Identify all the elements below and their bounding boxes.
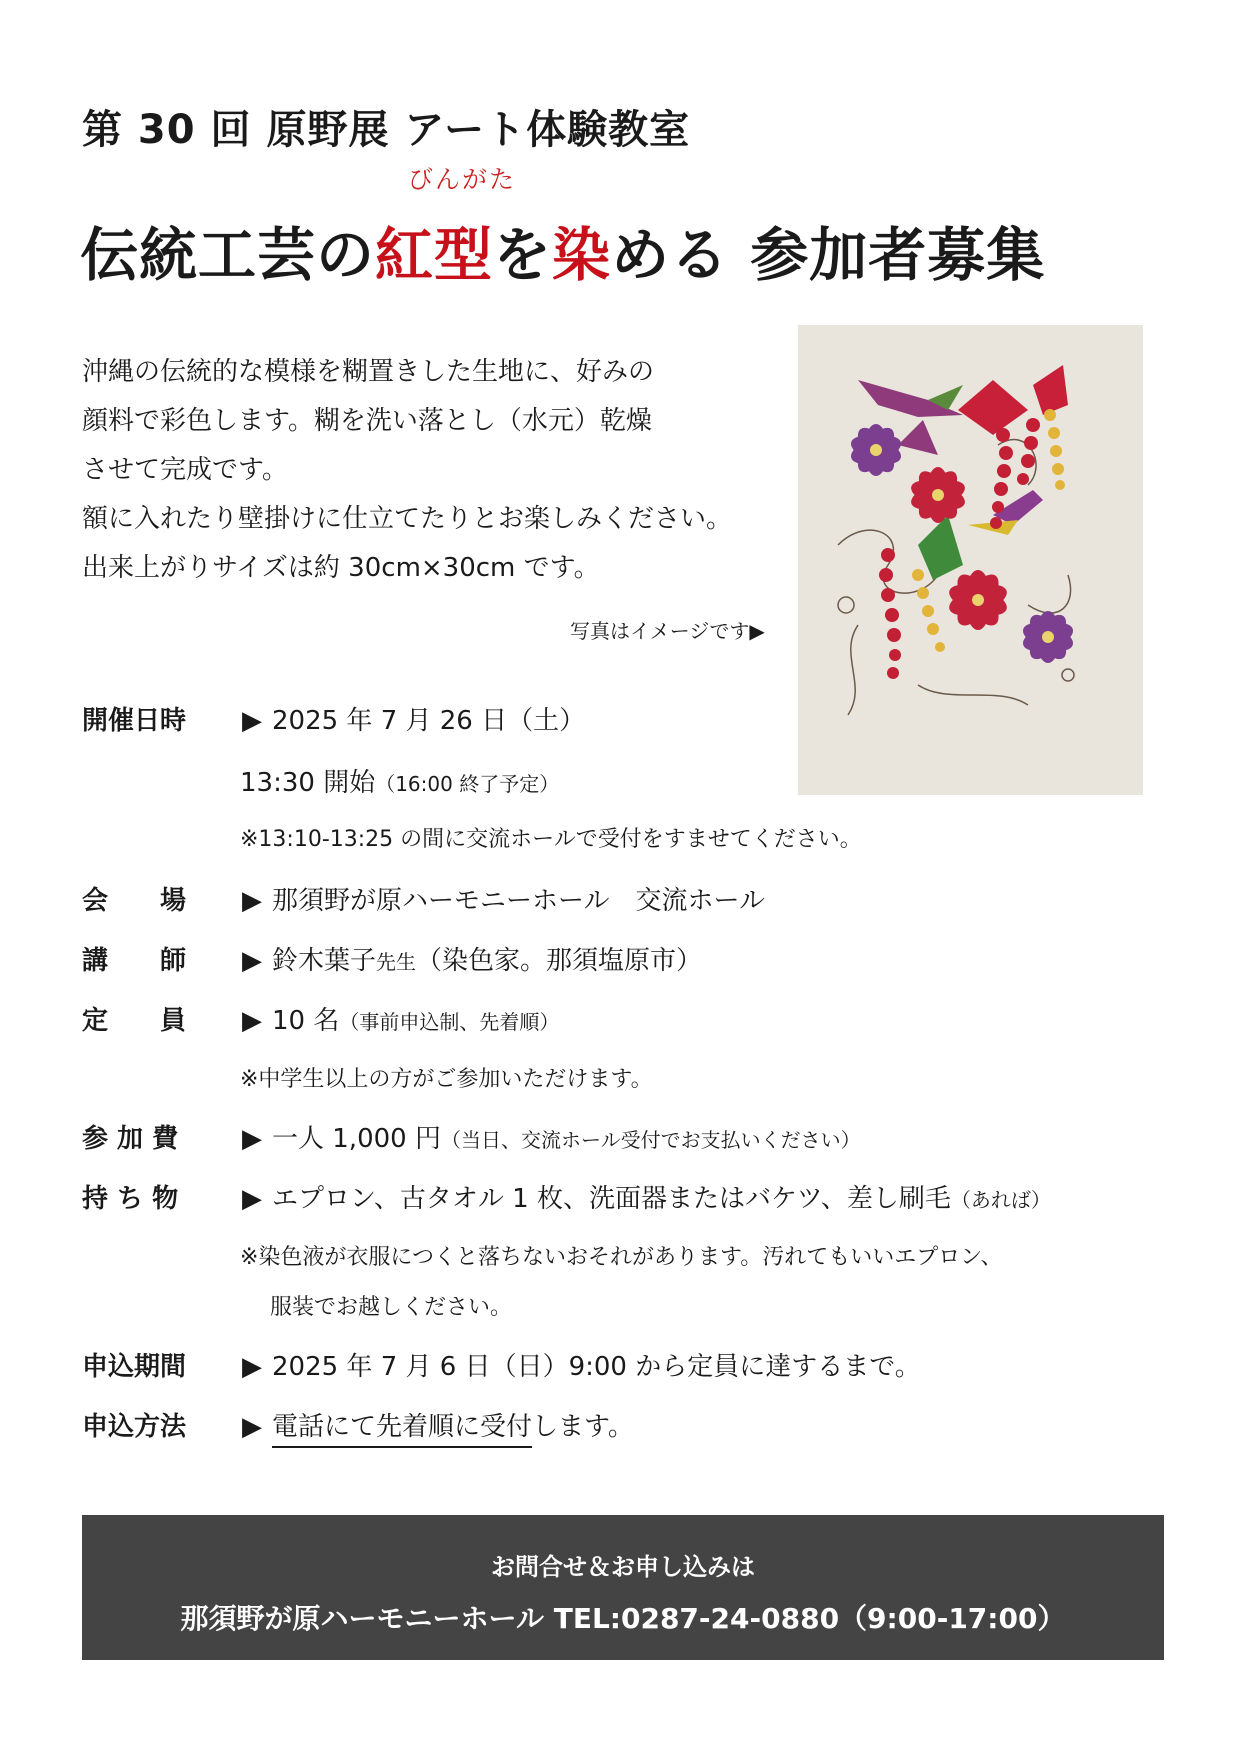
arrow-icon: ▶ — [242, 1412, 262, 1442]
age-note: ※中学生以上の方がご参加いただけます。 — [240, 1067, 653, 1092]
title-dye: 染 — [552, 221, 612, 289]
detail-items — [82, 1178, 1051, 1215]
arrow-icon: ▶ — [242, 946, 262, 976]
detail-label: 開催日時 — [82, 706, 187, 736]
page-title — [80, 208, 1045, 292]
detail-value: 那須野が原ハーモニーホール 交流ホール — [272, 886, 765, 916]
detail-capacity — [82, 1000, 559, 1037]
detail-value: 一人 1,000 円 — [272, 1124, 441, 1154]
detail-label: 申込期間 — [82, 1352, 187, 1382]
contact-footer — [82, 1515, 1164, 1660]
arrow-icon: ▶ — [242, 706, 262, 736]
intro-line: 出来上がりサイズは約 30cm×30cm です。 — [82, 553, 600, 583]
detail-label: 講 師 — [82, 946, 187, 976]
arrow-icon: ▶ — [242, 1124, 262, 1154]
start-time: 13:30 開始 — [240, 768, 376, 798]
items-note: （あれば） — [950, 1188, 1051, 1212]
photo-caption: 写真はイメージです▶ — [570, 619, 765, 643]
arrow-icon: ▶ — [242, 1006, 262, 1036]
fee-note: （当日、交流ホール受付でお支払いください） — [440, 1128, 861, 1152]
detail-period — [82, 1346, 921, 1383]
detail-venue — [82, 880, 765, 917]
contact-phone: 那須野が原ハーモニーホール TEL:0287-24-0880（9:00-17:00） — [180, 1602, 1066, 1635]
detail-date — [82, 700, 585, 737]
detail-value: （染色家。那須塩原市） — [416, 946, 703, 976]
event-subtitle: 第 30 回 原野展 アート体験教室 — [82, 107, 691, 153]
detail-date-time — [240, 762, 559, 799]
capacity-note: （事前申込制、先着順） — [339, 1010, 560, 1034]
detail-label: 持 ち 物 — [82, 1184, 179, 1214]
detail-value: 10 名 — [272, 1006, 340, 1036]
detail-method — [82, 1406, 634, 1443]
arrow-icon: ▶ — [242, 1352, 262, 1382]
title-part-3: める 参加者募集 — [611, 221, 1046, 289]
detail-value: 2025 年 7 月 26 日（土） — [272, 706, 586, 736]
intro-line: させて完成です。 — [82, 455, 288, 485]
detail-label: 定 員 — [82, 1006, 187, 1036]
arrow-icon: ▶ — [242, 1184, 262, 1214]
reception-note: ※13:10-13:25 の間に交流ホールで受付をすませてください。 — [240, 827, 862, 852]
bingata-artwork-image — [798, 325, 1143, 795]
instructor-name: 鈴木葉子 — [272, 946, 377, 976]
method-rest: します。 — [532, 1412, 634, 1442]
detail-label: 申込方法 — [82, 1412, 187, 1442]
intro-text — [82, 348, 762, 593]
contact-heading: お問合せ＆お申し込みは — [491, 1553, 755, 1581]
title-bingata: 紅型 — [375, 221, 494, 289]
clothing-note: ※染色液が衣服につくと落ちないおそれがあります。汚れてもいいエプロン、 — [240, 1245, 1003, 1270]
method-underlined: 電話にて先着順に受付 — [272, 1412, 532, 1448]
title-part-2: を — [493, 221, 553, 289]
detail-instructor — [82, 940, 702, 977]
detail-label: 会 場 — [82, 886, 187, 916]
clothing-note-cont: 服装でお越しください。 — [270, 1295, 513, 1320]
arrow-icon: ▶ — [242, 886, 262, 916]
title-part-1: 伝統工芸の — [80, 221, 376, 289]
detail-value: エプロン、古タオル 1 枚、洗面器またはバケツ、差し刷毛 — [272, 1184, 951, 1214]
detail-value: 2025 年 7 月 6 日（日）9:00 から定員に達するまで。 — [272, 1352, 921, 1382]
end-time-note: （16:00 終了予定） — [375, 772, 560, 796]
bingata-ruby: びんがた — [408, 165, 517, 194]
intro-line: 顔料で彩色します。糊を洗い落とし（水元）乾燥 — [82, 406, 652, 436]
detail-fee — [82, 1118, 861, 1155]
instructor-honorific: 先生 — [376, 950, 417, 974]
intro-line: 沖縄の伝統的な模様を糊置きした生地に、好みの — [82, 357, 655, 387]
intro-line: 額に入れたり壁掛けに仕立てたりとお楽しみください。 — [82, 504, 733, 534]
detail-label: 参 加 費 — [82, 1124, 179, 1154]
